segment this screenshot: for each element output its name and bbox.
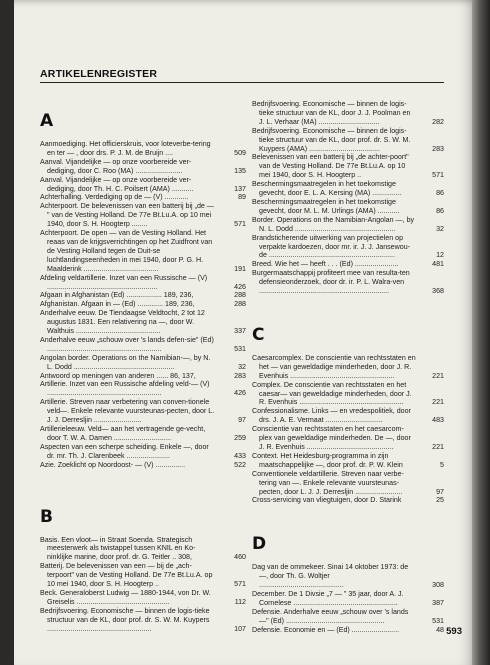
entry-text: Defensie. Anderhalve eeuw „schouw over 's lands—" (Ed) ..................................................	[252, 607, 409, 625]
entry-page-number: 97	[436, 487, 444, 496]
index-entry	[252, 198, 444, 216]
entry-page-number: 191	[234, 264, 246, 273]
entry-text: Azie. Zoeklicht op Noordoost- — (V) ...............	[40, 460, 186, 469]
index-entry	[40, 202, 246, 229]
index-entry	[40, 336, 246, 354]
entry-text: Context. Het Heidesburg-programma in zijn maatschappelijke —, door prof. dr. P. W. Klein	[252, 451, 403, 469]
entry-text: Beschermingsmaatregelen in het toekomstige gevecht, door E. L. A. Kersing (MA) ...............	[252, 180, 402, 198]
entry-text: Basis. Een vloot— in Straat Soenda. Strategisch meesterwerk als twistappel tussen KNIL en Ko-ninklijke marine, door prof. dr. G. Teitler .. 308,	[40, 535, 196, 562]
index-entry	[252, 425, 444, 452]
index-entry	[40, 274, 246, 292]
letter-spacer	[40, 526, 246, 536]
entry-page-number: 283	[234, 371, 246, 380]
entry-page-number: 460	[234, 553, 246, 562]
entry-page-number: 86	[436, 189, 444, 198]
entry-page-number: 32	[436, 224, 444, 233]
index-entry	[252, 381, 444, 408]
entry-text: December. De 1 Divsie „7 — " 35 jaar, door A. J. Cornelese .....................................................	[252, 590, 404, 607]
section-spacer	[252, 505, 444, 535]
index-entry	[252, 100, 444, 127]
entry-text: Achterpoort. De belevenissen van een batterij bij „de — " van de Vesting Holland. De 77e Bt.Lu.A. op 10 mei 1940, door S. H. Hoogterp ........	[40, 202, 214, 229]
index-entry	[40, 461, 246, 470]
entry-page-number: 283	[432, 144, 444, 153]
entry-text: Anderhalve eeuw. De Tiendaagse Veldtocht, 2 tot 12 augustus 1831. Een relativering na —, door W. Walthuis ...........................................	[40, 309, 205, 336]
entry-text: Defensie. Economie en — (Ed) ........................	[252, 625, 400, 634]
entry-page-number: 221	[432, 398, 444, 407]
entry-page-number: 107	[234, 624, 246, 633]
entry-page-number: 135	[234, 166, 246, 175]
index-entry	[40, 158, 246, 176]
entry-page-number: 221	[432, 371, 444, 380]
entry-text: Conventionele veldartillerie. Streven naar verbe-tering van —. Enkele relevante vuursteunas-pecten, door L. J. J. Derresljin ........................	[252, 469, 404, 496]
entry-text: Bedrijfsvoering. Economische — binnen de logis-tieke structuur van de KL, door prof. dr. S. W. M. Kuypers (AMA) ....................................	[252, 126, 411, 153]
entry-text: Antwoord op meningen van anderen ...... 86, 137,	[40, 371, 196, 380]
letter-spacer	[40, 130, 246, 140]
section-letter-c: C	[252, 324, 265, 345]
entry-page-number: 137	[234, 184, 246, 193]
left-column	[40, 100, 246, 634]
entry-page-number: 221	[432, 443, 444, 451]
index-entry	[40, 309, 246, 336]
entry-text: Belevenissen van een batterij bij „de achter-poort" van de Vesting Holland. De 77e Bt.Lu.A. op 10 mei 1940, door S. H. Hoogterp ..	[252, 153, 409, 180]
page-number: 593	[446, 626, 462, 637]
entry-text: Aanmoediging. Het officierskruis, voor loteverbe-tering en ter — , door drs. P. J. M. de Bruijn ....	[40, 140, 211, 157]
letter-spacer	[252, 553, 444, 563]
entry-page-number: 288	[234, 291, 246, 300]
index-entry	[252, 608, 444, 626]
entry-text: Caesarcomplex. De conscientie van rechtsstaten en het — van geweldadige minderheden, door J. R. Evenhuis .....................................................	[252, 353, 416, 380]
index-entry	[252, 260, 444, 269]
index-entry	[252, 216, 444, 234]
index-entry	[40, 398, 246, 425]
entry-page-number: 571	[234, 220, 246, 229]
entry-text: Aanval. Vijandelijke — op onze voorbereide ver-dediging, door C. Roo (MA) ........................	[40, 157, 192, 175]
index-entry	[252, 590, 444, 608]
index-entry	[252, 626, 444, 635]
index-entry	[252, 496, 444, 505]
entry-page-number: 97	[238, 416, 246, 425]
entry-text: Afghanistan. Afgaan in — (Ed) ............. 189, 236,	[40, 300, 195, 309]
entry-page-number: 387	[432, 598, 444, 607]
entry-text: Aspecten van een scherpe scheiding. Enkele —, door dr. mr. Th. J. Clarenbeek ......................	[40, 442, 209, 460]
index-entry	[40, 425, 246, 443]
index-entry	[40, 607, 246, 634]
entry-page-number: 282	[432, 117, 444, 126]
entry-page-number: 288	[234, 300, 246, 309]
book-gutter	[472, 0, 490, 665]
entry-page-number: 368	[432, 287, 444, 296]
entry-text: Achterhalling. Verdediging op de — (V) ............	[40, 193, 189, 202]
entry-page-number: 89	[238, 193, 246, 202]
entry-text: Artillerie. Streven naar verbetering van conven-tionele veld—. Enkele relevante vuursteunas-pecten, door L. J. J. Derresljin ........................	[40, 398, 215, 425]
entry-text: Burgermaatschappij profiteert mee van resulta-ten defensieonderzoek, door dr. ir. P. L. Walra-ven ..................................................................	[252, 269, 410, 296]
entry-page-number: 426	[234, 389, 246, 398]
index-entry	[40, 536, 246, 563]
section-spacer	[40, 100, 246, 112]
entry-page-number: 48	[436, 625, 444, 634]
section-spacer	[252, 296, 444, 326]
entry-page-number: 12	[436, 251, 444, 260]
index-entry	[40, 443, 246, 461]
entry-text: Conscientie van rechtsstaten en het caesarcom-plex van geweldadige minderheden. De —, door J. R. Evenhuis ............................................	[252, 425, 411, 451]
index-entry	[40, 372, 246, 381]
entry-text: Afgaan in Afghanistan (Ed) .................. 189, 236,	[40, 291, 194, 300]
entry-text: Confessionalisme. Links — en vredespolitiek, door drs. J. A. E. Vermaat .............................	[252, 407, 411, 425]
section-letter-d: D	[252, 534, 267, 555]
page-header: ARTIKELENREGISTER	[40, 68, 444, 83]
index-entry	[40, 589, 246, 607]
index-entry	[252, 180, 444, 198]
index-entry	[252, 127, 444, 154]
entry-text: Beschermingsmaatregelen in het toekomstige gevecht, door M. L. M. Urlings (AMA) ...........	[252, 197, 400, 215]
section-letter-b: B	[40, 506, 53, 527]
entry-page-number: 112	[234, 597, 246, 606]
entry-page-number: 571	[234, 580, 246, 589]
entry-text: Bedrijfsvoering. Economische — binnen de logis-tieke structuur van de KL, door J. J. Poolman en J. L. Verhaar (MA) ...............................	[252, 100, 411, 126]
entry-text: Achterpoort. De open — van de Vesting Holland. Het reaas van de krijgsverrichtingen op het Zuidfront van de Vesting Holland tegen de Duit-se luchtlandingseenheden in mei 1940, door P. G. H. Maalderink ......................................	[40, 229, 213, 273]
index-entry	[252, 234, 444, 261]
letter-spacer	[252, 344, 444, 354]
index-entry	[40, 140, 246, 158]
right-column	[252, 100, 444, 635]
index-entry	[252, 452, 444, 470]
index-entry	[252, 563, 444, 590]
section-letter-a: A	[40, 111, 54, 131]
entry-page-number: 32	[238, 362, 246, 371]
entry-page-number: 509	[234, 148, 246, 157]
entry-page-number: 86	[436, 206, 444, 215]
entry-page-number: 571	[432, 171, 444, 180]
index-entry	[40, 300, 246, 309]
index-entry	[40, 380, 246, 398]
entry-text: Beck. Generaloberst Ludwig — 1880-1944, von Dr. W. Greiselis ...............................................	[40, 588, 211, 606]
entry-text: Aanval. Vijandelijke — op onze voorbereide ver-dediging, door Th. H. C. Poilsert (AMA) ...........	[40, 175, 194, 193]
entry-text: Artillerie. Inzet van een Russische afdeling veld-— (V) ..........................................................	[40, 380, 210, 398]
entry-text: Anderhalve eeuw „schouw over 's lands defen-sie" (Ed) ..........................................................	[40, 335, 214, 353]
entry-text: Dag van de ommekeer. Sinai 14 oktober 1973: de —, door Th. G. Woltjer ...........................................	[252, 563, 409, 590]
index-entry	[40, 354, 246, 372]
entry-page-number: 337	[234, 327, 246, 336]
entry-page-number: 5	[440, 460, 444, 469]
entry-page-number: 481	[432, 260, 444, 269]
entry-page-number: 531	[432, 616, 444, 625]
entry-text: Artillerieleeuw. Veld— aan het vertragende ge-vecht, door T. W. A. Damen .............................	[40, 425, 206, 442]
index-entry	[40, 193, 246, 202]
entry-page-number: 259	[234, 433, 246, 442]
entry-page-number: 483	[432, 416, 444, 425]
entry-text: Batterij. De belevenissen van een — bij de „ach-terpoort" van de Vesting Holland. De 77e Bt.Lu.A. op 10 mei 1940, door S. H. Hoogterp ..	[40, 562, 213, 589]
entry-page-number: 426	[234, 282, 246, 291]
entry-page-number: 531	[234, 344, 246, 353]
index-entry	[40, 562, 246, 589]
index-entry	[40, 229, 246, 274]
index-entry	[252, 407, 444, 425]
entry-text: Breed. Wie het — heeft . . . (Ed) ......................	[252, 260, 399, 269]
index-entry	[40, 176, 246, 194]
index-entry	[252, 470, 444, 497]
index-entry	[252, 269, 444, 296]
entry-page-number: 433	[234, 451, 246, 460]
entry-text: Afdeling veldartillerie. Inzet van een Russische — (V) ........................................................	[40, 273, 208, 291]
index-entry	[40, 291, 246, 300]
entry-text: Border. Operations on the Namibian-Angolan —, by N. L. Dodd ...................................................	[252, 215, 415, 233]
entry-text: Cross-servicing van vliegtuigen, door D. Starink	[252, 496, 402, 505]
index-entry	[252, 354, 444, 381]
entry-text: Angolan border. Operations on the Namibian-—, by N. L. Dodd ...................................................	[40, 353, 211, 371]
entry-page-number: 308	[432, 581, 444, 590]
entry-text: Bedrijfsvoering. Economische — binnen de logis-tieke structuur van de KL, door prof. dr. S. W. M. Kuypers .....................................................	[40, 606, 210, 633]
index-entry	[252, 153, 444, 180]
entry-text: Brandsticherende uitwerking van projectielen op verpakte kardoezen, door mr. ir. J. J. Jansewou-de ................................................................	[252, 233, 411, 260]
entry-page-number: 25	[436, 496, 444, 505]
section-spacer	[40, 470, 246, 508]
entry-text: Complex. De conscientie van rechtsstaten en het caesar— van geweldadige minderheden, door J. R. Evenhuis .....................................................	[252, 380, 412, 407]
entry-page-number: 522	[234, 460, 246, 469]
